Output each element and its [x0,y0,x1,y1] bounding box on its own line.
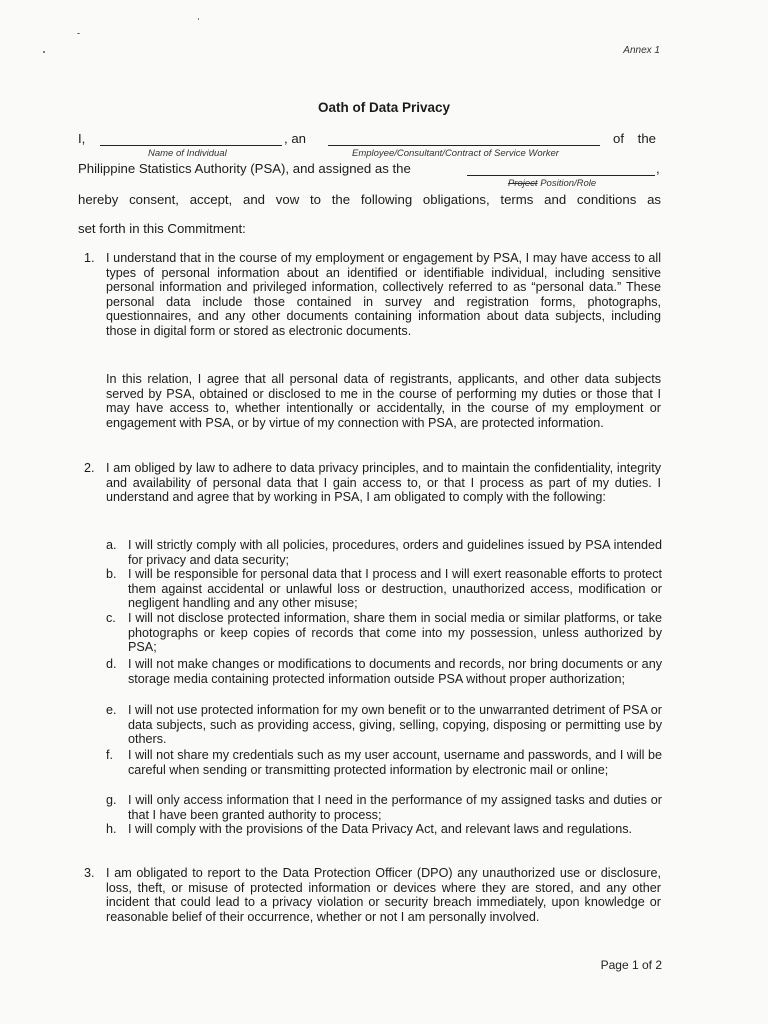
comma: , [656,161,660,176]
sub-item-label: e. [106,703,117,717]
sub-item [106,793,662,822]
psa-text: Philippine Statistics Authority (PSA), and assigned as the [78,161,411,176]
sub-item [106,538,662,567]
position-strike: Project [508,178,538,189]
oath-an: , an [284,131,306,146]
position-caption [508,176,596,192]
page-number: Page 1 of 2 [600,958,662,972]
oath-i: I, [78,131,86,146]
item-text: I understand that in the course of my employment or engagement by PSA, I may have access to all types of personal information about an identified or identifiable individual, including sensitive personal information and privileged information, collectively referred to as “personal data.” These personal data include those contained in survey and registration forms, photographs, questionnaires, and any other documents containing information about data subjects, including those in digital form or stored as electronic documents. [106,251,661,338]
sub-item-label: a. [106,538,117,552]
commitment-line: set forth in this Commitment: [78,221,246,236]
list-item [78,251,661,339]
name-caption: Name of Individual [148,148,227,159]
sub-item [106,822,662,837]
scan-speck [77,33,80,34]
position-blank-field[interactable] [467,161,655,176]
oath-of-the: of the [613,131,656,146]
name-blank-field[interactable] [100,131,282,146]
list-item [78,461,661,505]
sub-item-label: h. [106,822,117,836]
item-number: 2. [84,461,95,475]
position-caption-text: Position/Role [537,178,597,189]
sub-item-label: d. [106,657,117,671]
sub-item [106,567,662,611]
role-caption: Employee/Consultant/Contract of Service Worker [352,148,559,159]
sub-item-text: I will not share my credentials such as my user account, username and passwords, and I will be careful when sending or transmitting protected information by electronic mail or online; [128,748,662,777]
scan-speck [198,18,199,20]
sub-item [106,657,662,686]
sub-item-text: I will only access information that I need in the performance of my assigned tasks and duties or that I have been granted authority to process; [128,793,662,822]
sub-item [106,703,662,747]
list-item [78,866,661,924]
consent-line: hereby consent, accept, and vow to the following obligations, terms and conditions as [78,192,661,207]
sub-item-label: c. [106,611,116,625]
sub-item-text: I will not make changes or modifications to documents and records, nor bring documents or any storage media containing protected information outside PSA without proper authorization; [128,657,662,686]
sub-item [106,611,662,655]
sub-item-text: I will be responsible for personal data that I process and I will exert reasonable efforts to protect them against accidental or unlawful loss or destruction, unauthorized access, modification or negligent handling and any other misuse; [128,567,662,611]
sub-item-text: I will not use protected information for my own benefit or to the unwarranted detriment of PSA or data subjects, such as providing access, giving, selling, copying, disposing or permitting use by others. [128,703,662,747]
item-text: I am obliged by law to adhere to data privacy principles, and to maintain the confidentiality, integrity and availability of personal data that I gain access to, or that I process as part of my duties. I understand and agree that by working in PSA, I am obligated to comply with the following: [106,461,661,505]
list-item-continuation [78,372,661,430]
item-number: 3. [84,866,95,880]
annex-label: Annex 1 [623,45,660,56]
sub-item-text: I will not disclose protected information, share them in social media or similar platforms, or take photographs or keep copies of records that come into my possession, unless authorized by PSA; [128,611,662,655]
item-text: In this relation, I agree that all personal data of registrants, applicants, and other data subjects served by PSA, obtained or disclosed to me in the course of performing my duties or those that I may have access to, whether intentionally or accidentally, in the course of my employment or engagement with PSA, or by virtue of my connection with PSA, are protected information. [106,372,661,430]
sub-item-label: f. [106,748,113,762]
item-number: 1. [84,251,95,265]
sub-item-text: I will comply with the provisions of the Data Privacy Act, and relevant laws and regulations. [128,822,632,836]
oath-line-position [78,161,661,191]
sub-item [106,748,662,777]
oath-line-name [78,131,661,161]
item-text: I am obligated to report to the Data Protection Officer (DPO) any unauthorized use or disclosure, loss, theft, or misuse of protected information or devices where they are stored, and any other incident that could lead to a privacy violation or security breach immediately, upon knowledge or reasonable belief of their occurrence, whether or not I am personally involved. [106,866,661,924]
sub-item-text: I will strictly comply with all policies, procedures, orders and guidelines issued by PSA intended for privacy and data security; [128,538,662,567]
role-blank-field[interactable] [328,131,600,146]
scan-speck [43,51,45,53]
document-title: Oath of Data Privacy [317,100,451,115]
sub-item-label: g. [106,793,117,807]
sub-item-label: b. [106,567,117,581]
